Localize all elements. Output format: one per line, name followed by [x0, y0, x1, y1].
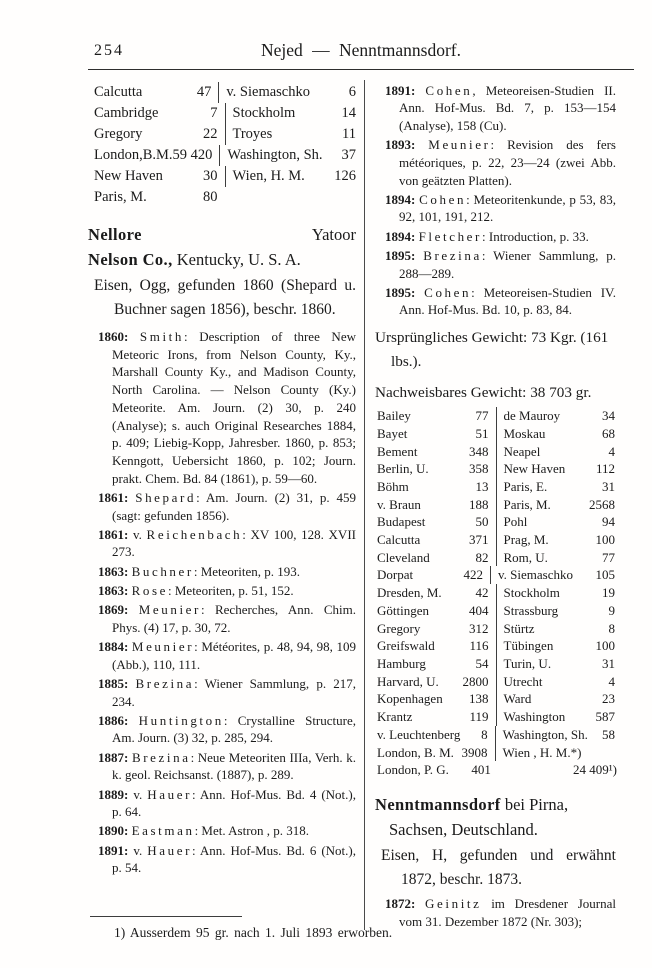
table-cell-weight: 371: [469, 532, 489, 548]
table-cell-weight: 51: [475, 425, 489, 441]
table-cell-collection: Bement: [377, 443, 418, 459]
table-cell-weight: 11: [342, 126, 356, 142]
entry-year: 1869:: [98, 602, 139, 618]
table-cell-weight: 24 409¹): [573, 762, 617, 778]
table-row: [377, 478, 615, 496]
table-cell-collection: Stockholm: [225, 103, 311, 124]
entry-name-nelson: Nelson Co.,: [88, 250, 173, 269]
entry-year: 1891:: [98, 842, 134, 858]
entry-author: Cohen: [419, 191, 467, 207]
bibliography-entry: [88, 563, 356, 581]
table-cell-weight: 112: [595, 461, 615, 477]
entry-year: 1863:: [98, 563, 132, 579]
table-cell-weight: 8: [481, 726, 488, 742]
entry-rest: : Ann. Hof-Mus. Bd. 6 (Not.), p. 54.: [112, 842, 356, 876]
table-row: [94, 82, 356, 103]
nejed-distribution-table: [94, 82, 356, 208]
entry-rest: : Description of three New Meteoric Irons, from Nelson County, Ky., Marshall County Ky., and Madison County, North Carolina. — Nelson County (Ky.) Meteorite. Am. Journ. (2) 30, p. 240 (Analyse); s. auch Original Researches 1884, p. 409; Liebig-Kopp, Jahresber. 1860, p. 853; Kenngott, Uebersicht 1860, p. 102; Journ. prakt. Chem. Bd. 84 (1861), p. 59—60.: [112, 329, 356, 486]
running-title: Nejed — Nenntmannsdorf.: [260, 40, 462, 60]
table-cell-weight: 404: [469, 602, 489, 618]
bibliography-entry: [375, 284, 616, 319]
table-cell-weight: 22: [203, 126, 218, 142]
bibliography-entry: [375, 247, 616, 282]
table-cell-collection: Budapest: [377, 514, 426, 530]
table-row: [377, 443, 615, 461]
table-cell-weight: 2800: [462, 673, 489, 689]
table-cell-collection: Rom, U.: [496, 549, 574, 567]
table-cell-collection: Bailey: [377, 408, 411, 424]
entry-name-nenntmannsdorf: Nenntmannsdorf: [375, 794, 501, 814]
cross-reference-yatoor: Yatoor: [311, 225, 356, 244]
bibliography-right: [375, 82, 616, 320]
table-cell-weight: 100: [595, 532, 615, 548]
entry-year: 1895:: [385, 284, 425, 300]
table-cell-collection: Cambridge: [94, 105, 159, 121]
entry-rest: : Neue Meteoriten IIIa, Verh. k. k. geol. Reichsanst. (1887), p. 289.: [112, 749, 356, 783]
table-cell-collection: London,B.M.: [94, 147, 173, 163]
table-cell-collection: Dorpat: [377, 567, 414, 583]
original-weight-value: 73 Kgr. (161 lbs.).: [391, 329, 609, 371]
table-row: [94, 187, 356, 208]
header-rule: [88, 69, 634, 70]
table-cell-collection: Calcutta: [94, 84, 143, 100]
table-cell-collection: Hamburg: [377, 655, 426, 671]
footnote-rule: [90, 916, 242, 917]
table-cell-collection: Paris, M.: [94, 189, 147, 205]
entry-author: Shepard: [135, 489, 197, 505]
table-cell-weight: 6: [348, 84, 356, 100]
original-weight: [375, 326, 616, 374]
table-row: [377, 584, 615, 602]
table-cell-collection: Wien, H. M.: [225, 166, 311, 187]
table-cell-collection: Paris, M.: [496, 496, 574, 514]
table-cell-weight: 4: [608, 673, 615, 689]
entry-author: Geinitz: [425, 895, 482, 911]
bibliography-entry: [375, 82, 616, 135]
table-row: [94, 103, 356, 124]
table-row: [377, 637, 615, 655]
table-cell-weight: 3908: [461, 744, 488, 760]
table-cell-weight: 23: [602, 691, 615, 707]
table-row: [377, 566, 615, 584]
table-cell-collection: Prag, M.: [496, 531, 574, 549]
table-cell-weight: 37: [341, 147, 356, 163]
entry-author: Buchner: [131, 563, 194, 579]
entry-year: 1861:: [98, 489, 136, 505]
entry-year: 1890:: [98, 823, 132, 839]
entry-author: Hauer: [147, 842, 192, 858]
table-cell-collection: Gregory: [94, 126, 143, 142]
bibliography-entry: [88, 786, 356, 821]
table-row: [377, 673, 615, 691]
table-cell-collection: Washington, Sh.: [495, 726, 588, 744]
entry-rest: : Meteoriten, p. 193.: [193, 563, 300, 579]
table-cell-weight: 13: [475, 478, 489, 494]
table-row: [377, 620, 615, 638]
bibliography-entry: [375, 191, 616, 226]
entry-author: Cohen: [425, 82, 473, 98]
table-cell-weight: 119: [469, 709, 489, 725]
entry-author: Reichenbach: [146, 526, 243, 542]
entry-year: 1885:: [98, 675, 136, 691]
table-cell-collection: Cleveland: [377, 549, 430, 565]
entry-year: 1863:: [98, 582, 132, 598]
table-cell-weight: 30: [203, 168, 218, 184]
entry-author: Cohen: [424, 284, 472, 300]
table-cell-weight: 50: [475, 514, 489, 530]
table-cell-weight: 348: [469, 443, 489, 459]
table-cell-collection: Neapel: [496, 443, 574, 461]
entry-year: 1887:: [98, 749, 132, 765]
entry-rest: im Dresdener Journal vom 31. Dezember 1872 (Nr. 303);: [399, 895, 616, 929]
nelson-description: Eisen, Ogg, gefunden 1860 (Shepard u. Buchner sagen 1856), beschr. 1860.: [94, 277, 356, 318]
table-cell-weight: 312: [469, 620, 489, 636]
table-cell-collection: Krantz: [377, 709, 413, 725]
entry-year: 1894:: [385, 191, 420, 207]
table-cell-collection: Böhm: [377, 478, 409, 494]
entry-rest: : Meteoreisen-Studien IV. Ann. Hof-Mus. Bd. 10, p. 83, 84.: [399, 284, 616, 318]
entry-location-nenntmannsdorf: bei Pirna, Sachsen, Deutschland.: [389, 794, 569, 839]
entry-author: Meunier: [138, 602, 201, 618]
table-cell-collection: London, P. G.: [377, 762, 449, 778]
table-cell-weight: 587: [595, 709, 615, 725]
entry-author: Fletcher: [418, 228, 482, 244]
table-cell-weight: 4: [608, 443, 615, 459]
verifiable-weight: [375, 381, 616, 405]
entry-author: Hauer: [147, 786, 192, 802]
table-cell-weight: 31: [602, 655, 615, 671]
bibliography-entry: [88, 328, 356, 487]
table-row: [94, 145, 356, 166]
page-footer: [88, 916, 628, 943]
nenntmannsdorf-description: Eisen, H, gefunden und erwähnt 1872, beschr. 1873.: [381, 846, 616, 888]
table-cell-collection: de Mauroy: [496, 407, 574, 425]
table-cell-weight: 31: [602, 478, 615, 494]
bibliography-entry: [88, 822, 356, 840]
verifiable-weight-label: Nachweisbares Gewicht:: [375, 384, 527, 402]
nellore-entry-heading: [88, 222, 356, 247]
bibliography-entry: [88, 526, 356, 561]
entry-author: Huntington: [138, 712, 224, 728]
table-cell-weight: 422: [463, 567, 484, 583]
table-cell-weight: 358: [469, 461, 489, 477]
table-cell-collection: Tübingen: [496, 637, 574, 655]
entry-rest: : Crystalline Structure, Am. Journ. (3) 32, p. 285, 294.: [112, 712, 356, 746]
entry-rest: : Revision des fers météoriques, p. 22, 23—24 (zwei Abb. von geätzten Platten).: [399, 137, 616, 188]
entry-author: Brezina: [131, 749, 191, 765]
table-row: [377, 531, 615, 549]
table-cell-weight: 54: [475, 655, 489, 671]
weight-distribution-table: [377, 407, 615, 779]
table-cell-weight: 42: [475, 585, 489, 601]
table-row: [377, 549, 615, 567]
table-row: [377, 708, 615, 726]
table-cell-weight: 80: [203, 189, 218, 205]
entry-rest: : Météorites, p. 48, 94, 98, 109 (Abb.), 110, 111.: [112, 638, 356, 672]
bibliography-left: [88, 328, 356, 877]
table-cell-collection: Strassburg: [496, 602, 574, 620]
table-cell-collection: Bayet: [377, 425, 408, 441]
page-header: [88, 40, 634, 64]
table-cell-collection: Dresden, M.: [377, 585, 442, 601]
table-cell-collection: Washington, Sh.: [219, 145, 322, 166]
table-row: [377, 726, 615, 744]
table-cell-collection: Göttingen: [377, 602, 429, 618]
bibliography-entry: [88, 675, 356, 710]
page-number: 254: [94, 42, 124, 59]
bibliography-entry: [88, 712, 356, 747]
table-cell-weight: 82: [475, 549, 489, 565]
bibliography-entry: [375, 228, 616, 246]
table-cell-collection: Utrecht: [496, 673, 574, 691]
page-content: [88, 80, 634, 930]
entry-pre: v.: [133, 842, 148, 858]
table-cell-collection: London, B. M.: [377, 744, 454, 760]
table-row: [377, 407, 615, 425]
table-cell-weight: 19: [602, 585, 615, 601]
table-cell-collection: Washington: [496, 708, 574, 726]
entry-rest: : Wiener Sammlung, p. 217, 234.: [112, 675, 356, 709]
table-cell-collection: Pohl: [496, 513, 574, 531]
table-cell-collection: Stürtz: [496, 620, 574, 638]
table-row: [94, 124, 356, 145]
verifiable-weight-value: 38 703 gr.: [526, 384, 592, 402]
table-cell-weight: 34: [602, 408, 615, 424]
table-cell-weight: 7: [210, 105, 218, 121]
table-cell-collection: Kopenhagen: [377, 691, 443, 707]
table-cell-collection: v. Leuchtenberg: [377, 726, 461, 742]
entry-name-nellore: Nellore: [88, 225, 142, 244]
entry-author: Meunier: [428, 137, 491, 153]
table-cell-collection: v. Siemaschko: [490, 566, 573, 584]
entry-year: 1884:: [98, 638, 132, 654]
right-column: [364, 80, 616, 930]
footnote: 1) Ausserdem 95 gr. nach 1. Juli 1893 erworben.: [114, 925, 393, 940]
table-cell-collection: Gregory: [377, 620, 421, 636]
entry-year: 1872:: [385, 895, 426, 911]
entry-author: Brezina: [423, 247, 482, 263]
table-cell-collection: New Haven: [496, 460, 574, 478]
entry-rest: : Met. Astron , p. 318.: [194, 823, 310, 839]
bibliography-entry: [88, 638, 356, 673]
entry-rest: : Introduction, p. 33.: [482, 228, 589, 244]
bibliography-entry: [375, 136, 616, 189]
table-row: [377, 460, 615, 478]
table-row: [377, 425, 615, 443]
table-cell-collection: Moskau: [496, 425, 574, 443]
table-cell-collection: Ward: [496, 690, 574, 708]
table-row: [377, 761, 615, 779]
table-cell-collection: Berlin, U.: [377, 461, 429, 477]
table-cell-weight: 401: [471, 762, 491, 778]
entry-rest: : XV 100, 128. XVII 273.: [112, 526, 356, 560]
table-cell-weight: 47: [196, 84, 212, 100]
bibliography-entry: [88, 749, 356, 784]
table-row: [377, 690, 615, 708]
table-cell-weight: 9: [608, 602, 615, 618]
table-cell-weight: 58: [602, 726, 615, 742]
nelson-entry-heading: [88, 247, 356, 272]
entry-author: Smith: [139, 329, 184, 344]
bibliography-entry: [88, 842, 356, 877]
table-row: [377, 602, 615, 620]
table-cell-collection: v. Braun: [377, 496, 421, 512]
table-cell-collection: Calcutta: [377, 532, 421, 548]
entry-pre: v.: [133, 786, 148, 802]
table-cell-collection: New Haven: [94, 168, 163, 184]
entry-year: 1889:: [98, 786, 134, 802]
table-cell-weight: 126: [334, 168, 356, 184]
entry-rest: : Ann. Hof-Mus. Bd. 4 (Not.), p. 64.: [112, 786, 356, 820]
table-cell-collection: Stockholm: [496, 584, 574, 602]
original-weight-label: Ursprüngliches Gewicht:: [375, 329, 528, 347]
bibliography-entry: [88, 601, 356, 636]
table-cell-weight: 77: [602, 549, 615, 565]
table-cell-weight: 59 420: [172, 147, 213, 163]
table-row: [377, 513, 615, 531]
table-cell-weight: 14: [341, 105, 356, 121]
entry-author: Rose: [131, 582, 168, 598]
entry-rest: : Meteoritenkunde, p 53, 83, 92, 101, 191, 212.: [399, 191, 616, 225]
table-cell-weight: 138: [469, 691, 489, 707]
entry-location-nelson: Kentucky, U. S. A.: [172, 250, 301, 269]
entry-author: Brezina: [135, 675, 195, 691]
table-cell-collection: Turin, U.: [496, 655, 574, 673]
table-row: [377, 496, 615, 514]
table-cell-weight: 77: [475, 408, 489, 424]
entry-year: 1886:: [98, 712, 139, 728]
table-cell-collection: Paris, E.: [496, 478, 574, 496]
table-cell-weight: 8: [608, 620, 615, 636]
entry-year: 1891:: [385, 82, 426, 98]
entry-rest: : Recherches, Ann. Chim. Phys. (4) 17, p. 30, 72.: [112, 602, 356, 635]
table-cell-collection: Greifswald: [377, 638, 435, 654]
table-cell-collection: v. Siemaschko: [218, 82, 310, 103]
table-cell-weight: 68: [602, 425, 615, 441]
table-row: [94, 166, 356, 187]
bibliography-entry: [88, 582, 356, 600]
entry-pre: v.: [132, 526, 147, 542]
entry-author: Meunier: [131, 638, 195, 654]
entry-year: 1895:: [385, 247, 424, 263]
left-column: [88, 80, 364, 930]
entry-year: 1894:: [385, 228, 419, 244]
entry-rest: : Wiener Sammlung, p. 288—289.: [399, 247, 616, 281]
table-row: [377, 655, 615, 673]
nenntmannsdorf-entry-heading: [375, 792, 616, 842]
table-row: [377, 744, 615, 762]
table-cell-collection: Troyes: [225, 124, 311, 145]
entry-year: 1893:: [385, 137, 429, 153]
entry-rest: : Meteoriten, p. 51, 152.: [168, 582, 294, 598]
table-cell-weight: 188: [469, 496, 489, 512]
table-cell-weight: 94: [602, 514, 615, 530]
table-cell-weight: 105: [595, 567, 615, 583]
entry-rest: : Am. Journ. (2) 31, p. 459 (sagt: gefunden 1856).: [112, 489, 356, 523]
entry-year: 1861:: [98, 526, 133, 542]
bibliography-entry: [88, 489, 356, 524]
entry-year: 1860:: [98, 329, 140, 344]
table-cell-collection: Harvard, U.: [377, 673, 439, 689]
table-cell-weight: 2568: [589, 496, 615, 512]
entry-rest: , Meteoreisen-Studien II. Ann. Hof-Mus. Bd. 7, p. 153—154 (Analyse), 158 (Cu).: [399, 82, 616, 133]
table-cell-collection: Wien , H. M.*): [495, 744, 582, 762]
table-cell-weight: 116: [469, 638, 489, 654]
table-cell-weight: 100: [595, 638, 615, 654]
entry-author: Eastman: [131, 823, 195, 839]
